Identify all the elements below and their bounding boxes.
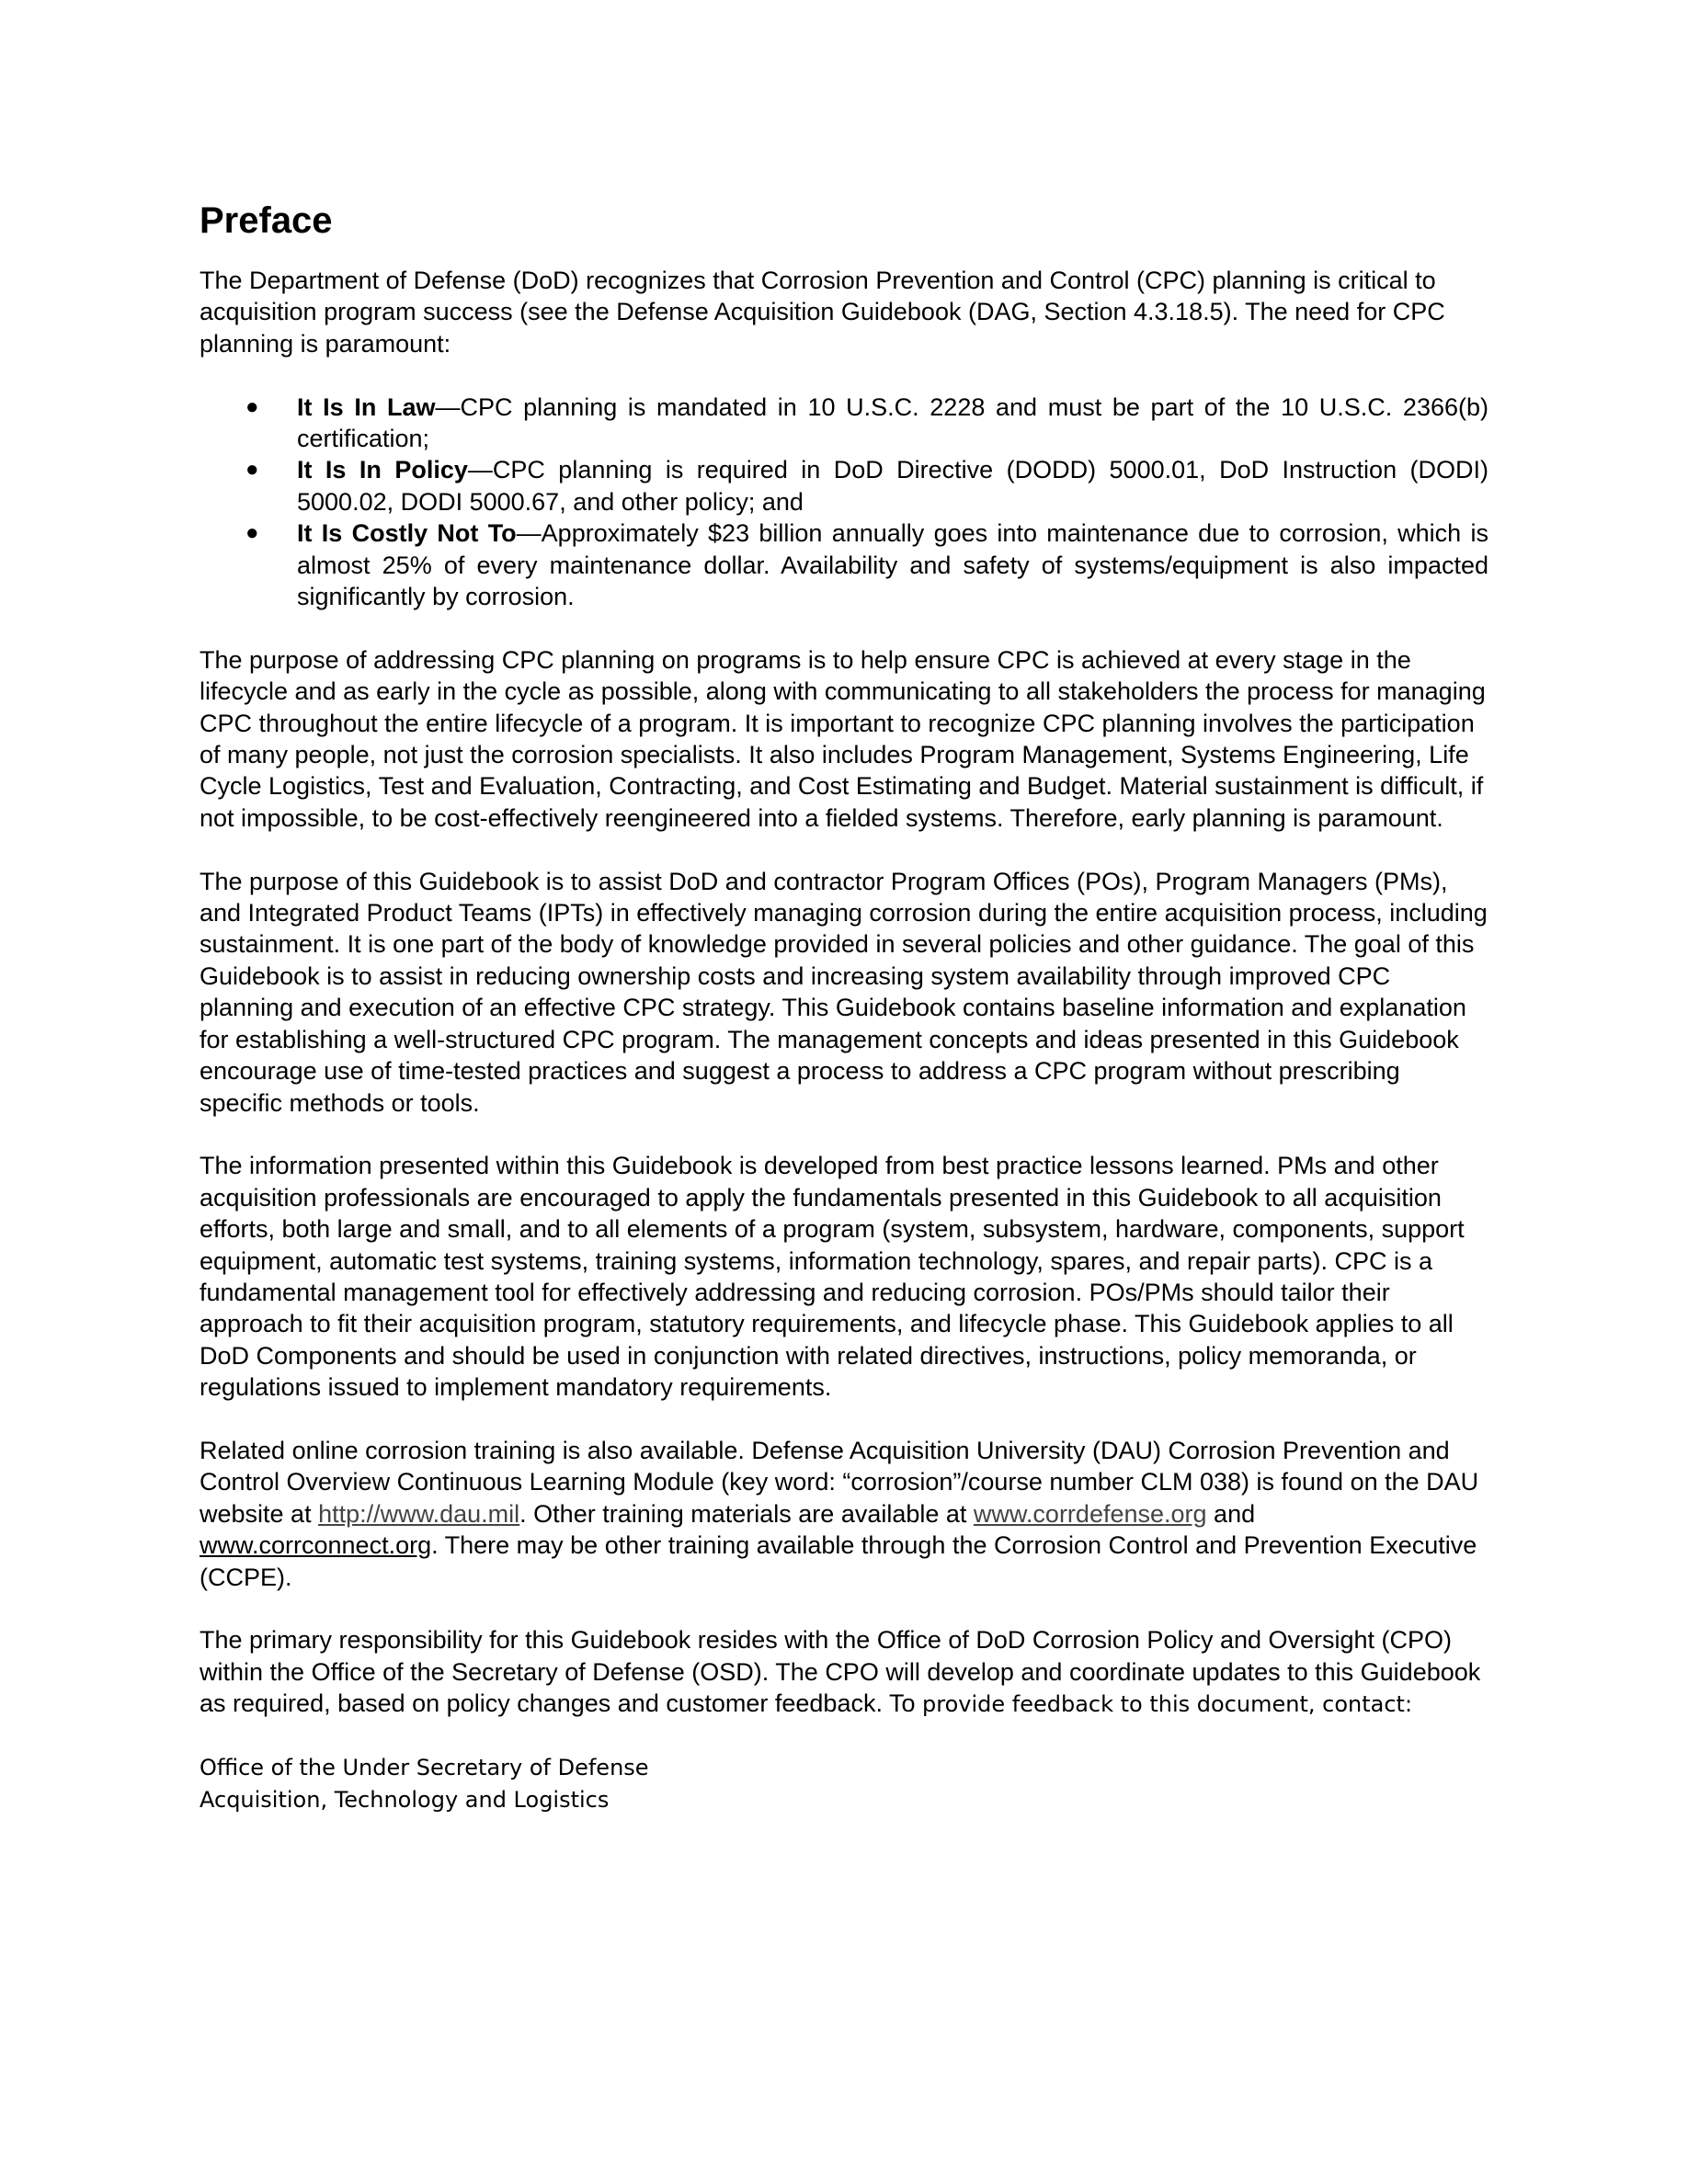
list-item-text: —Approximately $23 billion annually goes into maintenance due to corrosion, which is almost 25% of every maintenance dollar. Availability and safety of systems/equipment is also impacted significantly by corrosion. <box>297 519 1488 611</box>
purpose-guidebook-paragraph: The purpose of this Guidebook is to assist DoD and contractor Program Offices (POs), Program Managers (PMs), and Integrated Product Teams (IPTs) in effectively managing corrosion during the entire acquisition process, including sustainment. It is one part of the body of knowledge provided in several policies and other guidance. The goal of this Guidebook is to assist in reducing ownership costs and increasing system availability through improved CPC planning and execution of an effective CPC strategy. This Guidebook contains baseline information and explanation for establishing a well-structured CPC program. The management concepts and ideas presented in this Guidebook encourage use of time-tested practices and suggest a process to address a CPC program without prescribing specific methods or tools. <box>200 867 1488 1117</box>
training-text-2: . Other training materials are available at <box>519 1499 974 1528</box>
purpose-planning-paragraph: The purpose of addressing CPC planning on programs is to help ensure CPC is achieved at every stage in the lifecycle and as early in the cycle as possible, along with communicating to all stakeholders the process for managing CPC throughout the entire lifecycle of a program. It is important to recognize CPC planning involves the participation of many people, not just the corrosion specialists. It also includes Program Management, Systems Engineering, Life Cycle Logistics, Test and Evaluation, Contracting, and Cost Estimating and Budget. Material sustainment is difficult, if not impossible, to be cost-effectively reengineered into a fielded systems. Therefore, early planning is paramount. <box>200 645 1486 832</box>
list-item <box>200 392 1488 455</box>
list-item <box>200 518 1488 612</box>
bullet-icon: ● <box>245 393 259 419</box>
list-item-text: —CPC planning is mandated in 10 U.S.C. 2228 and must be part of the 10 U.S.C. 2366(b) certification; <box>297 392 1488 453</box>
list-item-lead: It Is In Policy <box>297 456 468 484</box>
list-item-lead: It Is In Law <box>297 392 436 421</box>
paramount-list <box>200 392 1488 613</box>
training-text-3: and <box>1206 1499 1256 1528</box>
intro-paragraph: The Department of Defense (DoD) recognizes that Corrosion Prevention and Control (CPC) planning is critical to acquisition program success (see the Defense Acquisition Guidebook (DAG, Section 4.3.18.5). The need for CPC planning is paramount: <box>200 267 1445 358</box>
corrconnect-link[interactable]: www.corrconnect.org <box>200 1531 432 1560</box>
corrdefense-link[interactable]: www.corrdefense.org <box>973 1499 1207 1528</box>
contact-address <box>200 1752 1488 1817</box>
dau-website-link[interactable]: http://www.dau.mil <box>318 1499 520 1528</box>
document-page <box>200 195 1488 1817</box>
page-title: Preface <box>200 200 333 241</box>
responsibility-text-tail: provide feedback to this document, contact: <box>922 1691 1413 1718</box>
list-item-text: —CPC planning is required in DoD Directive (DODD) 5000.01, DoD Instruction (DODI) 5000.02, DODI 5000.67, and other policy; and <box>297 456 1489 516</box>
responsibility-text: The primary responsibility for this Guidebook resides with the Office of DoD Corrosion Policy and Oversight (CPO) within the Office of the Secretary of Defense (OSD). The CPO will develop and coordinate updates to this Guidebook as required, based on policy changes and customer feedback. To <box>200 1626 1481 1718</box>
training-text-1: Related online corrosion training is also available. Defense Acquisition University (DAU) Corrosion Prevention and Control Overview Continuous Learning Module (key word: “corrosion”/course number CLM 038) is found on the DAU website at <box>200 1436 1479 1528</box>
list-item <box>200 454 1488 518</box>
training-text-4: . There may be other training available through the Corrosion Control and Prevention Executive (CCPE). <box>200 1531 1477 1591</box>
address-line-2: Acquisition, Technology and Logistics <box>200 1787 610 1814</box>
bullet-icon: ● <box>245 520 259 546</box>
training-paragraph <box>200 1435 1488 1593</box>
bullet-icon: ● <box>245 457 259 483</box>
address-line-1: Office of the Under Secretary of Defense <box>200 1754 649 1780</box>
information-paragraph: The information presented within this Guidebook is developed from best practice lessons learned. PMs and other acquisition professionals are encouraged to apply the fundamentals presented in this Guidebook to all acquisition efforts, both large and small, and to all elements of a program (system, subsystem, hardware, components, support equipment, automatic test systems, training systems, information technology, spares, and repair parts). CPC is a fundamental management tool for effectively addressing and reducing corrosion. POs/PMs should tailor their approach to fit their acquisition program, statutory requirements, and lifecycle phase. This Guidebook applies to all DoD Components and should be used in conjunction with related directives, instructions, policy memoranda, or regulations issued to implement mandatory requirements. <box>200 1152 1465 1402</box>
responsibility-paragraph <box>200 1624 1488 1720</box>
list-item-lead: It Is Costly Not To <box>297 519 517 548</box>
